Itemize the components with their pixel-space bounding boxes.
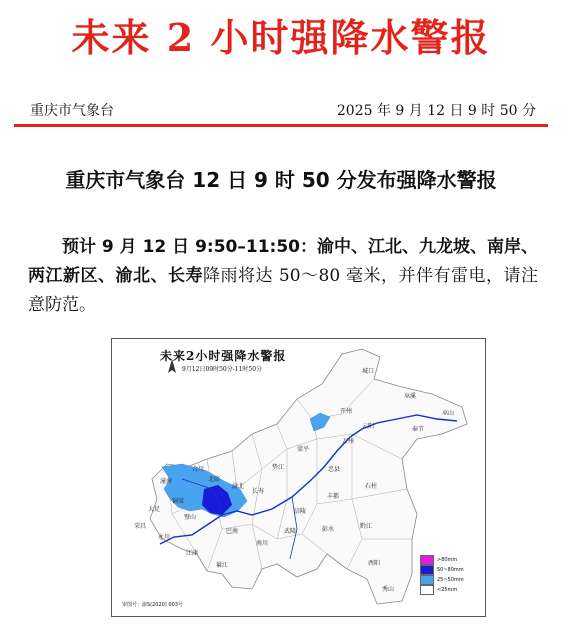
place-label: 大足 <box>148 506 161 513</box>
place-label: 北碚 <box>208 476 221 483</box>
red-divider <box>14 124 548 127</box>
legend-label: 50~80mm <box>437 567 464 573</box>
place-label: 城口 <box>362 368 375 375</box>
legend-swatch <box>420 565 434 575</box>
map-subtitle: 9月12日09时50分-11时50分 <box>182 366 263 373</box>
place-label: 忠县 <box>328 466 341 473</box>
place-label: 巫溪 <box>404 393 417 400</box>
place-label: 黔江 <box>360 523 373 530</box>
place-label: 开州 <box>340 408 353 415</box>
place-label: 梁平 <box>297 446 310 453</box>
place-label: 秀山 <box>382 586 395 593</box>
place-label: 铜梁 <box>172 498 185 505</box>
map-title: 未来2小时强降水警报 <box>160 349 287 363</box>
legend-label: 25~50mm <box>437 577 464 583</box>
map-legend <box>420 555 464 595</box>
place-label: 长寿 <box>252 488 265 495</box>
forecast-areas: 预计 9 月 12 日 9:50–11:50：渝中、江北、九龙坡、南岸、两江新区、渝北、长寿 <box>28 237 538 286</box>
warning-map <box>111 338 486 617</box>
legend-item <box>420 585 464 595</box>
legend-swatch <box>420 585 434 595</box>
place-label: 涪陵 <box>294 508 307 515</box>
place-label: 綦江 <box>216 562 229 569</box>
issue-datetime: 2025 年 9 月 12 日 9 时 50 分 <box>336 103 536 119</box>
place-label: 璧山 <box>184 514 197 521</box>
place-label: 合川 <box>192 466 205 473</box>
legend-label: <25mm <box>437 587 458 593</box>
legend-item <box>420 565 464 575</box>
place-label: 垫江 <box>272 464 285 471</box>
legend-label: >80mm <box>437 557 458 563</box>
legend-item <box>420 555 464 565</box>
legend-item <box>420 575 464 585</box>
legend-swatch <box>420 555 434 565</box>
issuer: 重庆市气象台 <box>30 103 114 119</box>
place-label: 奉节 <box>412 426 425 433</box>
place-label: 石柱 <box>365 483 378 490</box>
place-label: 酉阳 <box>368 560 381 567</box>
place-label: 江津 <box>186 550 199 557</box>
place-label: 丰都 <box>327 493 340 500</box>
alert-title: 未来 2 小时强降水警报 <box>71 15 491 60</box>
map-approval-note: 审图号：渝S(2020) 003号 <box>122 602 183 608</box>
forecast-detail: 降雨将达 50～80 毫米，并伴有雷电，请注意防范。 <box>28 266 539 315</box>
place-label: 万州 <box>342 438 355 445</box>
place-label: 巫山 <box>442 410 455 417</box>
headline: 重庆市气象台 12 日 9 时 50 分发布强降水警报 <box>65 168 497 192</box>
place-label: 巴南 <box>226 528 239 535</box>
forecast-paragraph <box>28 233 538 320</box>
place-label: 南川 <box>256 540 269 547</box>
legend-swatch <box>420 575 434 585</box>
place-label: 渝北 <box>232 483 245 490</box>
place-label: 潼南 <box>160 478 173 485</box>
place-label: 彭水 <box>322 526 335 533</box>
place-label: 武隆 <box>284 528 297 535</box>
place-label: 荣昌 <box>134 523 147 530</box>
place-label: 永川 <box>158 534 171 541</box>
place-label: 云阳 <box>362 423 375 430</box>
